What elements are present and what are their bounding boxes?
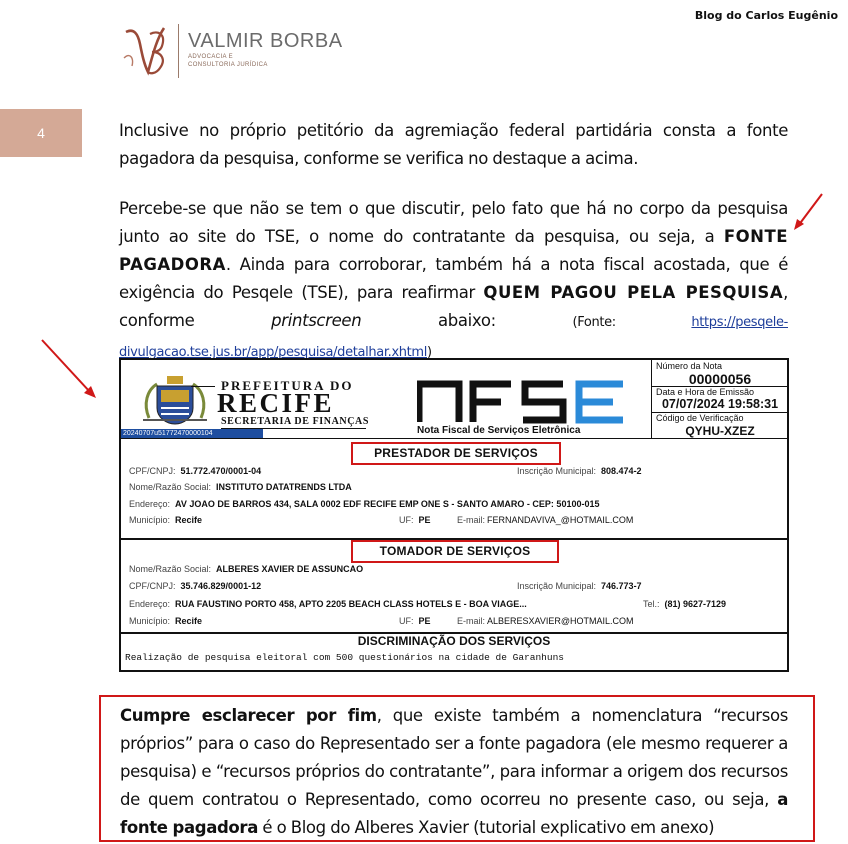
tomador-cpf	[129, 581, 261, 591]
tomador-cpf-label: CPF/CNPJ:	[129, 581, 176, 591]
prestador-nome-value: INSTITUTO DATATRENDS LTDA	[216, 482, 352, 492]
p3-text-2: é o Blog do Alberes Xavier (tutorial explicativo em anexo)	[258, 818, 715, 837]
prestador-uf	[399, 515, 431, 525]
nfse-emissao-row	[652, 386, 788, 413]
numero-label: Número da Nota	[656, 361, 723, 371]
tomador-end-label: Endereço:	[129, 599, 171, 609]
p2-text-1: Percebe-se que não se tem o que discutir, pelo fato que há no corpo da pesquisa junto ao site do TSE, o nome do contratante da pesquisa, ou seja, a	[119, 199, 788, 246]
blog-watermark: Blog do Carlos Eugênio	[694, 9, 838, 22]
tomador-mun-value: Recife	[175, 616, 203, 626]
p2-bold-quem-pagou: QUEM PAGOU PELA PESQUISA	[483, 283, 784, 302]
source-link[interactable]: https://pesqele-divulgacao.tse.jus.br/app/pesquisa/detalhar.xhtml	[119, 315, 788, 360]
discriminacao-text: Realização de pesquisa eleitoral com 500 questionários na cidade de Garanhuns	[125, 652, 564, 663]
prestador-end-value: AV JOAO DE BARROS 434, SALA 0002 EDF RECIFE EMP ONE S - SANTO AMARO - CEP: 50100-015	[175, 499, 600, 509]
tomador-tel-label: Tel.:	[643, 599, 660, 609]
tomador-uf	[399, 616, 431, 626]
tomador-im-value: 746.773-7	[601, 581, 642, 591]
prestador-email-value: FERNANDAVIVA_@HOTMAIL.COM	[487, 515, 634, 525]
prestador-uf-value: PE	[418, 515, 431, 525]
tomador-uf-label: UF:	[399, 616, 414, 626]
source-close: )	[427, 345, 432, 360]
p2-text-2: . Ainda para corroborar, também há a nota fiscal acostada, que é exigência do Pesqele (TSE), para reafirmar	[119, 255, 788, 302]
tomador-endereco	[129, 599, 527, 609]
tomador-email-value: ALBERESXAVIER@HOTMAIL.COM	[487, 616, 634, 626]
nfse-caption: Nota Fiscal de Serviços Eletrônica	[417, 425, 581, 436]
page-number-box	[0, 109, 82, 157]
tomador-tel	[643, 599, 726, 609]
logo-subtitle-2: CONSULTORIA JURÍDICA	[188, 62, 268, 68]
prestador-cpf	[129, 466, 261, 476]
prestador-nome-label: Nome/Razão Social:	[129, 482, 212, 492]
recife-coat-of-arms-icon	[139, 374, 211, 426]
paragraph-3	[120, 702, 788, 842]
tomador-title: TOMADOR DE SERVIÇOS	[351, 540, 559, 563]
source-label: (Fonte:	[572, 315, 692, 330]
tomador-nome-value: ALBERES XAVIER DE ASSUNCAO	[216, 564, 364, 574]
prestador-mun-value: Recife	[175, 515, 203, 525]
p3-text-1: , que existe também a nomenclatura “recursos próprios” para o caso do Representado ser a fonte pagadora (ele mesmo requerer a pesquisa) e “recursos próprios do contratante”, para informar a origem dos recursos de quem contratou o Representado, como ocorreu no presente caso, ou seja,	[120, 706, 788, 809]
tomador-end-value: RUA FAUSTINO PORTO 458, APTO 2205 BEACH CLASS HOTELS E - BOA VIAGE...	[175, 599, 527, 609]
nfse-invoice	[119, 358, 789, 672]
p3-bold-cumpre: Cumpre esclarecer por fim	[120, 706, 377, 725]
prestador-email	[457, 515, 633, 525]
p2-bold-fonte-pagadora: FONTE PAGADORA	[119, 227, 788, 274]
tomador-nome	[129, 564, 363, 574]
red-arrow-icon	[790, 190, 826, 232]
prefeitura-rule	[191, 386, 215, 387]
tomador-cpf-value: 35.746.829/0001-12	[180, 581, 262, 591]
tomador-municipio	[129, 616, 202, 626]
prestador-email-label: E-mail:	[457, 515, 486, 525]
p3-bold-fonte-pagadora: a fonte pagadora	[120, 790, 788, 837]
prestador-uf-label: UF:	[399, 515, 414, 525]
tomador-nome-label: Nome/Razão Social:	[129, 564, 212, 574]
logo-name: VALMIR BORBA	[188, 30, 343, 52]
verificacao-value: QYHU-XZEZ	[685, 424, 755, 438]
p2-text-4: abaixo:	[361, 311, 573, 330]
nfse-verificacao-row	[652, 412, 788, 438]
logo-divider	[178, 24, 179, 78]
tomador-uf-value: PE	[418, 616, 431, 626]
page-number: 4	[37, 125, 45, 141]
paragraph-1: Inclusive no próprio petitório da agremiação federal partidária consta a fonte pagadora da pesquisa, conforme se verifica no destaque a acima.	[119, 121, 788, 168]
prefeitura-city: RECIFE	[217, 388, 335, 418]
prestador-endereco	[129, 499, 599, 509]
prestador-cpf-label: CPF/CNPJ:	[129, 466, 176, 476]
prestador-end-label: Endereço:	[129, 499, 171, 509]
paragraph-2	[119, 195, 788, 367]
p2-text-3: , conforme	[119, 283, 788, 330]
emissao-label: Data e Hora de Emissão	[656, 387, 755, 397]
discriminacao-title: DISCRIMINAÇÃO DOS SERVIÇOS	[357, 634, 551, 648]
emissao-value: 07/07/2024 19:58:31	[661, 397, 779, 411]
prestador-im-value: 808.474-2	[601, 466, 642, 476]
nfse-meta-panel	[651, 360, 788, 438]
nfse-header	[121, 360, 787, 439]
prestador-title: PRESTADOR DE SERVIÇOS	[351, 442, 561, 465]
prestador-cpf-value: 51.772.470/0001-04	[180, 466, 262, 476]
prefeitura-secretaria: SECRETARIA DE FINANÇAS	[221, 416, 370, 427]
tomador-im-label: Inscrição Municipal:	[517, 581, 597, 591]
red-arrow-icon	[38, 336, 100, 402]
tomador-mun-label: Município:	[129, 616, 171, 626]
tomador-im	[517, 581, 642, 591]
logo-subtitle-1: ADVOCACIA E	[188, 54, 234, 60]
vb-monogram-icon	[120, 18, 176, 80]
numero-value: 00000056	[688, 371, 752, 387]
law-firm-logo	[120, 18, 360, 80]
nfse-numero-row	[652, 360, 788, 387]
prefeitura-title: PREFEITURA DO	[221, 378, 354, 393]
nfse-logo-icon	[417, 380, 627, 424]
prestador-municipio	[129, 515, 202, 525]
tomador-email-label: E-mail:	[457, 616, 486, 626]
prestador-nome	[129, 482, 352, 492]
prestador-im	[517, 466, 642, 476]
tomador-email	[457, 616, 634, 626]
p2-italic-printscreen: printscreen	[271, 311, 362, 330]
prestador-mun-label: Município:	[129, 515, 171, 525]
verificacao-label: Código de Verificação	[656, 413, 744, 423]
tomador-tel-value: (81) 9627-7129	[664, 599, 727, 609]
nfse-code-strip: 20240707u51772470000104	[121, 429, 263, 438]
prestador-im-label: Inscrição Municipal:	[517, 466, 597, 476]
